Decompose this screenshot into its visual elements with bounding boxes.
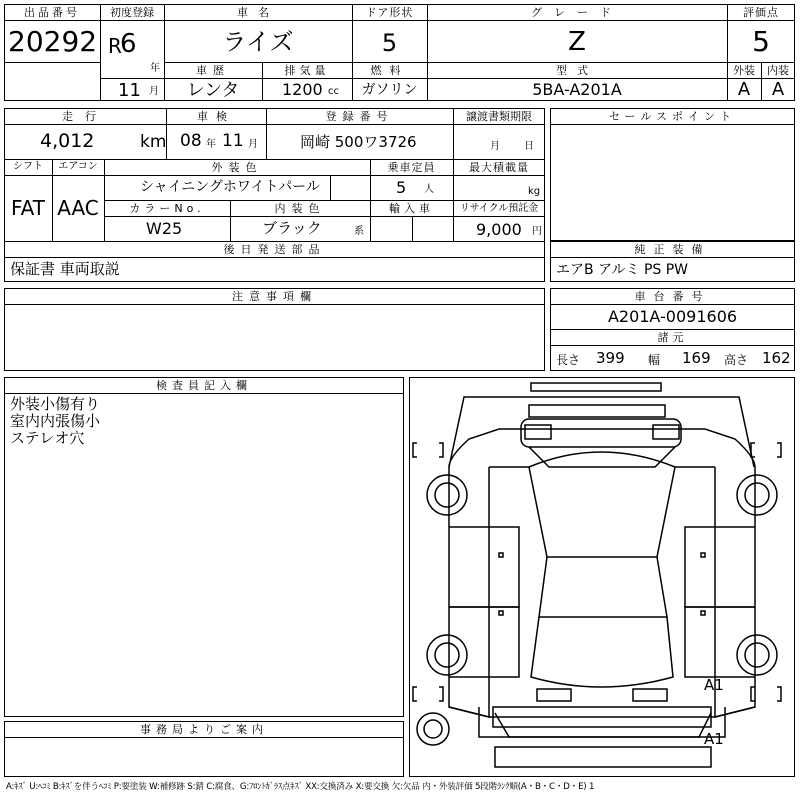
interior-color-suffix: 系 <box>354 226 364 237</box>
mileage-label: 走行 <box>62 110 108 123</box>
inspector-line-3: ステレオ穴 <box>10 429 85 447</box>
legend-text: A:ｷｽﾞ U:ﾍｺﾐ B:ｷｽﾞを伴うﾍｺﾐ P:要塗装 W:補修跡 S:錆 C:腐食、G:ﾌﾛﾝﾄｶﾞﾗｽ点ｷｽﾞ XX:交換済み X:要交換 欠:欠品 内・外装評価 5段階ﾗﾝｸ順(A・B・C・D・E) 1 <box>6 782 595 792</box>
notes-label: 注意事項欄 <box>232 290 317 303</box>
displacement-value: 1200 <box>282 80 323 99</box>
chassis-label: 車台番号 <box>634 290 711 303</box>
width-value: 169 <box>682 349 711 367</box>
recycle-unit: 円 <box>532 226 542 237</box>
sales-points-box <box>550 108 795 241</box>
model-value: 5BA-A201A <box>532 80 622 99</box>
era: R <box>108 34 122 58</box>
length-label: 長さ <box>556 353 581 367</box>
first-reg-year: 6 <box>120 29 137 59</box>
inspector-line-1: 外装小傷有り <box>10 395 101 413</box>
ext-label: 外装 <box>733 64 755 77</box>
color-label: 外装色 <box>211 161 263 174</box>
score-value: 5 <box>752 25 770 58</box>
mileage-value: 4,012 <box>40 130 95 152</box>
color-value: シャイニングホワイトパール <box>140 179 320 195</box>
later-items-value: 保証書 車両取説 <box>10 260 120 278</box>
car-name-label: 車名 <box>237 6 279 19</box>
transfer-label: 譲渡書類期限 <box>466 110 532 123</box>
load-label: 最大積載量 <box>469 161 529 174</box>
inspection-month: 11 <box>222 131 244 151</box>
interior-color-value: ブラック <box>262 219 322 237</box>
equipment-label: 純正装備 <box>634 243 711 256</box>
fuel-label: 燃料 <box>370 64 409 77</box>
inspection-year-unit: 年 <box>206 139 216 150</box>
sales-points-label: セールスポイント <box>608 110 736 123</box>
damage-mark-2: A1 <box>704 730 724 748</box>
capacity-label: 乗車定員 <box>387 161 436 174</box>
transfer-month-unit: 月 <box>490 141 500 152</box>
int-grade: A <box>771 79 785 100</box>
fuel-value: ガソリン <box>361 82 418 98</box>
capacity-unit: 人 <box>424 184 434 195</box>
height-label: 高さ <box>724 353 749 367</box>
interior-color-label: 内装色 <box>274 202 326 215</box>
inspection-month-unit: 月 <box>248 139 258 150</box>
inspector-line-2: 室内内張傷小 <box>10 412 101 430</box>
history-label: 車歴 <box>196 64 230 77</box>
shift-label: シフト <box>13 161 43 172</box>
ext-grade: A <box>737 79 751 100</box>
plate-label: 登録番号 <box>325 110 394 123</box>
door-value: 5 <box>381 29 398 57</box>
car-diagram <box>409 377 795 777</box>
first-reg-month: 11 <box>118 80 141 101</box>
inspector-label: 検査員記入欄 <box>156 379 252 392</box>
grade-label: グレード <box>531 6 623 19</box>
length-value: 399 <box>596 349 625 367</box>
color-no-value: W25 <box>146 219 183 238</box>
recycle-value: 9,000 <box>476 220 522 239</box>
recycle-label: リサイクル預託金 <box>459 203 539 214</box>
grade-value: Z <box>568 27 586 57</box>
ac-value: AAC <box>57 196 99 220</box>
office-label: 事務局よりご案内 <box>140 723 268 736</box>
model-label: 型式 <box>556 64 598 77</box>
damage-mark-1: A1 <box>704 676 724 694</box>
chassis-value: A201A-0091606 <box>607 307 738 326</box>
month-unit: 月 <box>149 86 159 97</box>
lot-no: 20292 <box>8 25 98 58</box>
history-value: レンタ <box>186 80 240 101</box>
inspection-year: 08 <box>180 131 202 151</box>
displacement-unit: cc <box>328 86 339 97</box>
color-no-label: カラーNo. <box>129 202 205 215</box>
year-unit: 年 <box>150 63 160 74</box>
first-reg-label: 初度登録 <box>110 6 154 19</box>
plate-value: 岡崎 500ワ3726 <box>300 133 417 151</box>
height-value: 162 <box>762 349 791 367</box>
door-label: ドア形状 <box>365 6 414 19</box>
equipment-value: エアB アルミ PS PW <box>556 262 689 278</box>
inspection-label: 車検 <box>197 110 235 123</box>
capacity-value: 5 <box>396 178 407 197</box>
shift-value: FAT <box>10 196 45 220</box>
width-label: 幅 <box>648 353 661 367</box>
load-unit: kg <box>528 186 541 197</box>
spec-label: 諸元 <box>657 331 688 344</box>
later-items-label: 後日発送部品 <box>223 243 326 256</box>
mileage-unit: km <box>140 132 167 152</box>
transfer-day-unit: 日 <box>524 141 534 152</box>
displacement-label: 排気量 <box>284 64 330 77</box>
import-label: 輸入車 <box>389 202 434 215</box>
ac-label: エアコン <box>58 161 98 172</box>
lot-no-label: 出品番号 <box>24 6 80 19</box>
car-name: ライズ <box>222 28 294 56</box>
int-label: 内装 <box>767 64 789 77</box>
score-label: 評価点 <box>743 6 779 19</box>
